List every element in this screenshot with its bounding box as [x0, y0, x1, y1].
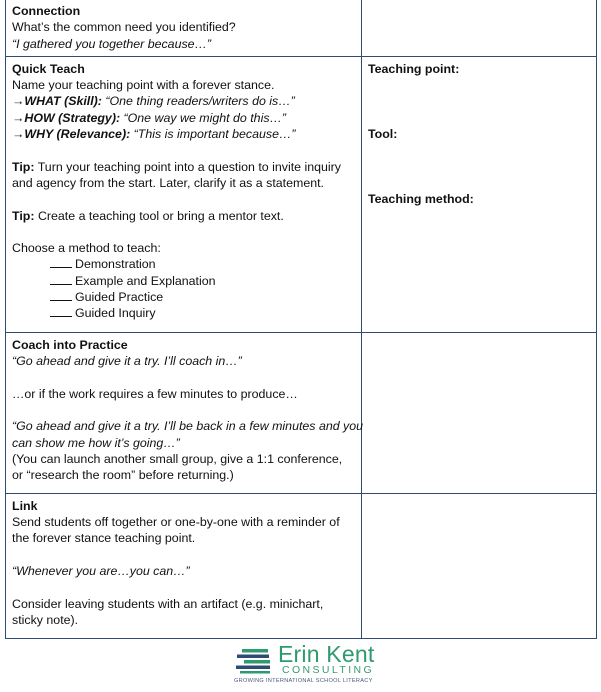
tip-1-text-1: Turn your teaching point into a question to invite inquiry — [37, 159, 341, 174]
what-label: →WHAT (Skill): — [12, 94, 102, 109]
method-blank — [50, 273, 72, 285]
link-title: Link — [12, 498, 38, 513]
coach-line-3: “Go ahead and give it a try. I’ll be back in a few minutes and you — [12, 419, 364, 434]
teaching-method-label: Teaching method: — [368, 192, 474, 207]
connection-cell — [6, 0, 362, 56]
link-cell — [6, 493, 362, 638]
tip-1-line-1 — [12, 159, 355, 175]
method-label: Guided Practice — [75, 290, 164, 305]
quick-teach-intro: Name your teaching point with a forever stance. — [12, 78, 275, 93]
teaching-point-label: Teaching point: — [368, 61, 460, 76]
logo-name: Erin Kent — [278, 641, 375, 667]
how-text: “One way we might do this…” — [123, 110, 287, 125]
coach-row — [6, 332, 597, 493]
connection-line-1: What’s the common need you identified? — [12, 20, 236, 35]
book-stack-icon — [234, 648, 274, 674]
connection-row — [6, 0, 597, 56]
coach-line-5: (You can launch another small group, give a 1:1 conference, — [12, 451, 343, 466]
connection-title: Connection — [12, 4, 81, 18]
why-label: →WHY (Relevance): — [12, 127, 131, 142]
lesson-plan-table — [5, 0, 597, 639]
coach-line-4: can show me how it’s going…” — [12, 435, 180, 450]
link-line-5: sticky note). — [12, 612, 79, 627]
connection-line-2: “I gathered you together because…” — [12, 36, 212, 51]
quick-teach-row — [6, 56, 597, 332]
method-blank — [50, 289, 72, 301]
erin-kent-logo — [232, 641, 375, 690]
how-label: →HOW (Strategy): — [12, 110, 121, 125]
tip-2-line — [12, 208, 355, 224]
method-option-guided-practice — [12, 289, 355, 305]
coach-line-2: …or if the work requires a few minutes to produce… — [12, 386, 298, 401]
tip-1-label: Tip: — [12, 159, 35, 174]
coach-title: Coach into Practice — [12, 337, 128, 352]
link-line-2: the forever stance teaching point. — [12, 531, 196, 546]
method-label: Guided Inquiry — [75, 306, 156, 321]
link-row — [6, 493, 597, 638]
link-notes-cell — [362, 493, 597, 638]
method-blank — [50, 305, 72, 317]
tip-2-text: Create a teaching tool or bring a mentor text. — [37, 208, 284, 223]
link-line-1: Send students off together or one-by-one with a reminder of — [12, 515, 340, 530]
tool-label: Tool: — [368, 127, 398, 142]
coach-line-6: or “research the room” before returning.) — [12, 468, 234, 483]
method-blank — [50, 256, 72, 268]
connection-notes-cell — [362, 0, 597, 56]
choose-method-line: Choose a method to teach: — [12, 241, 161, 256]
why-text: “This is important because…” — [133, 127, 296, 142]
method-option-demonstration — [12, 256, 355, 272]
what-line — [12, 93, 355, 109]
link-line-3: “Whenever you are…you can…” — [12, 564, 190, 579]
method-option-guided-inquiry — [12, 305, 355, 321]
logo-subtitle: CONSULTING — [282, 664, 375, 676]
coach-notes-cell — [362, 332, 597, 493]
why-line — [12, 126, 355, 142]
link-line-4: Consider leaving students with an artifact (e.g. minichart, — [12, 596, 324, 611]
quick-teach-title: Quick Teach — [12, 61, 85, 76]
logo-tagline: GROWING INTERNATIONAL SCHOOL LITERACY — [234, 678, 373, 684]
method-label: Example and Explanation — [75, 273, 216, 288]
quick-teach-notes-cell — [362, 56, 597, 332]
tip-1-line-2: and agency from the start. Later, clarify it as a statement. — [12, 175, 324, 190]
tip-2-label: Tip: — [12, 208, 35, 223]
method-option-example — [12, 273, 355, 289]
how-line — [12, 110, 355, 126]
coach-line-1: “Go ahead and give it a try. I’ll coach in…” — [12, 354, 242, 369]
quick-teach-cell — [6, 56, 362, 332]
what-text: “One thing readers/writers do is…” — [105, 94, 295, 109]
method-label: Demonstration — [75, 257, 156, 272]
coach-cell — [6, 332, 362, 493]
